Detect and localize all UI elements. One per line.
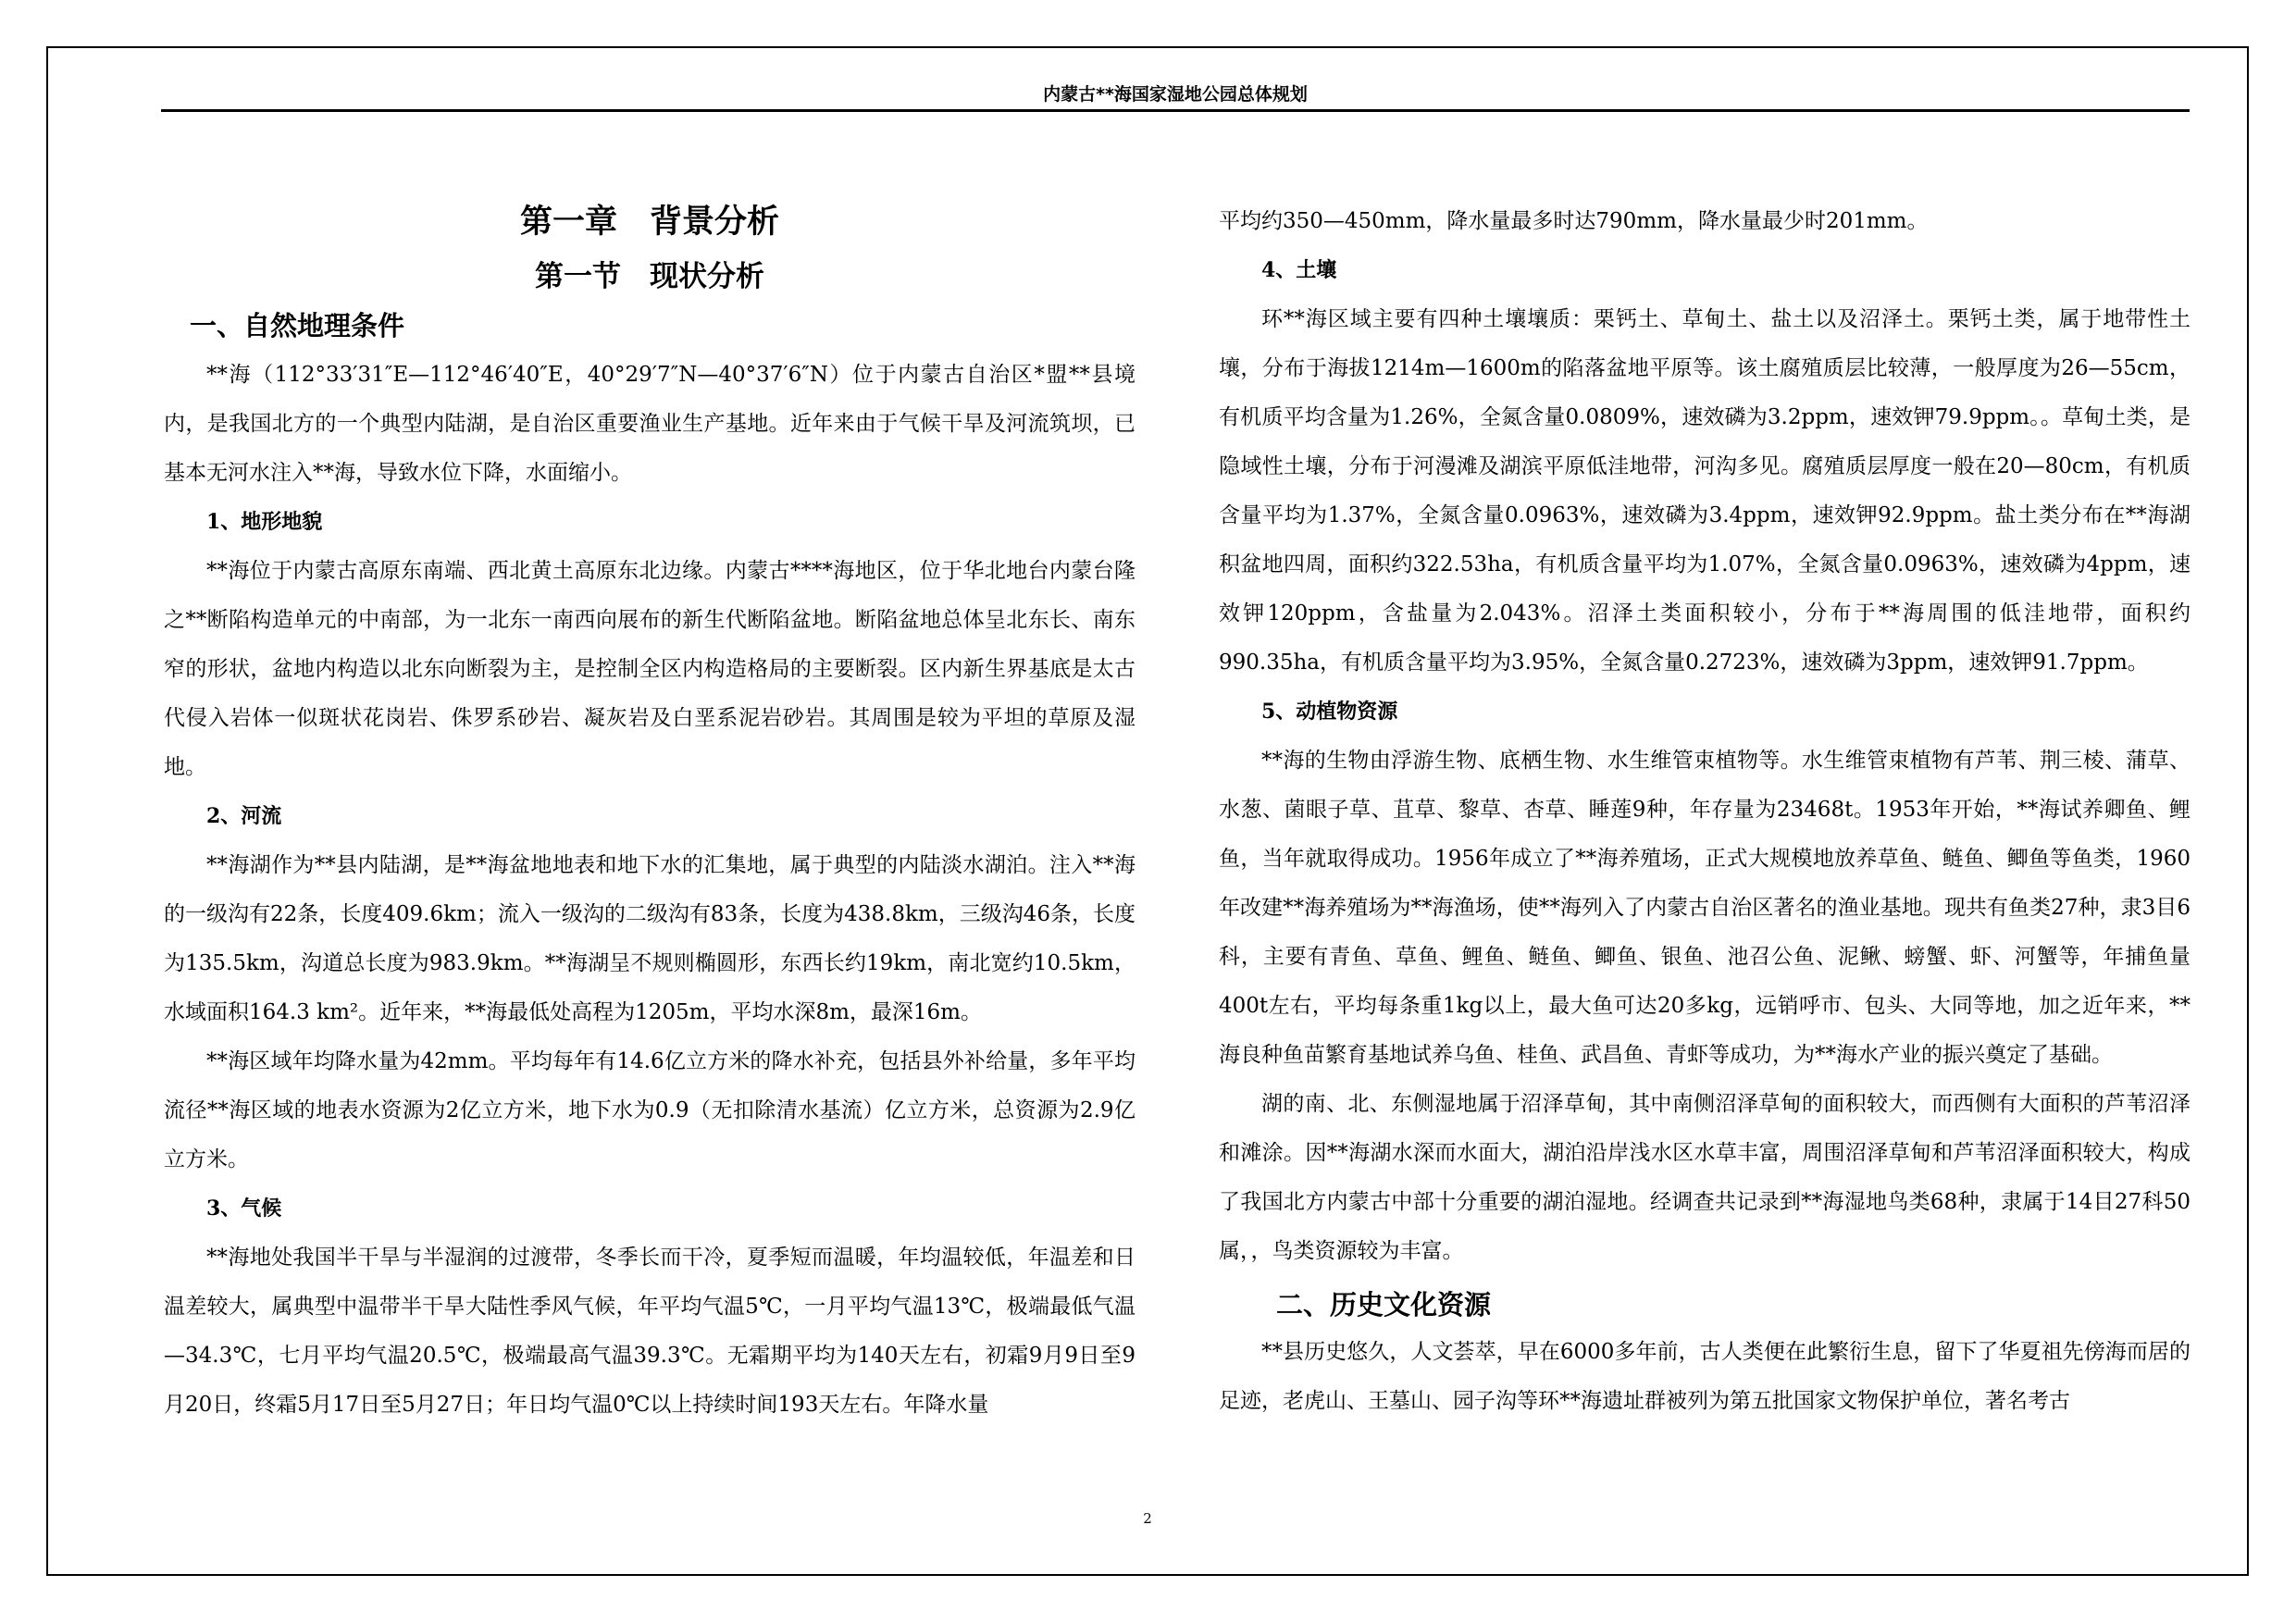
chapter-title: 第一章 背景分析 [519,203,779,241]
page-number: 2 [1143,1510,1152,1527]
running-header: 内蒙古**海国家湿地公园总体规划 [1043,84,1308,105]
flora-fauna-paragraph-2: 湖的南、北、东侧湿地属于沼泽草甸，其中南侧沼泽草甸的面积较大，而西侧有大面积的芦苇沼泽和滩涂。因**海湖水深而水面大，湖泊沿岸浅水区水草丰富，周围沼泽草甸和芦苇沼泽面积较大，构成了我国北方内蒙古中部十分重要的湖泊湿地。经调查共记录到**海湿地鸟类68种，隶属于14目27科50属，，鸟类资源较为丰富。 [1219,1092,2191,1263]
subheading-landform: 1、地形地貌 [206,510,323,534]
left-column [164,190,1136,1430]
subheading-rivers: 2、河流 [206,804,282,828]
subheading-soil: 4、土壤 [1261,258,1337,282]
rivers-paragraph-2: **海区域年均降水量为42mm。平均每年有14.6亿立方米的降水补充，包括县外补给量，多年平均流径**海区域的地表水资源为2亿立方米，地下水为0.9（无扣除清水基流）亿立方米，总资源为2.9亿立方米。 [164,1049,1136,1172]
climate-continuation: 平均约350—450mm，降水量最多时达790mm，降水量最少时201mm。 [1219,209,1929,233]
rivers-paragraph-1: **海湖作为**县内陆湖，是**海盆地地表和地下水的汇集地，属于典型的内陆淡水湖泊。注入**海的一级沟有22条，长度409.6km；流入一级沟的二级沟有83条，长度为438.8km，三级沟46条，长度为135.5km，沟道总长度为983.9km。**海湖呈不规则椭圆形，东西长约19km，南北宽约10.5km，水域面积164.3 km²。近年来，**海最低处高程为1205m，平均水深8m，最深16m。 [164,853,1136,1024]
header-rule [161,109,2190,112]
landform-paragraph: **海位于内蒙古高原东南端、西北黄土高原东北边缘。内蒙古****海地区，位于华北地台内蒙台隆之**断陷构造单元的中南部，为一北东一南西向展布的新生代断陷盆地。断陷盆地总体呈北东长、南东窄的形状，盆地内构造以北东向断裂为主，是控制全区内构造格局的主要断裂。区内新生界基底是太古代侵入岩体一似斑状花岗岩、侏罗系砂岩、凝灰岩及白垩系泥岩砂岩。其周围是较为平坦的草原及湿地。 [164,559,1136,779]
right-column [1219,197,2191,1426]
section-title: 第一节 现状分析 [535,260,764,293]
subheading-flora-fauna: 5、动植物资源 [1261,700,1398,724]
climate-paragraph: **海地处我国半干旱与半湿润的过渡带，冬季长而干冷，夏季短而温暖，年均温较低，年温差和日温差较大，属典型中温带半干旱大陆性季风气候，年平均气温5℃，一月平均气温13℃，极端最低气温—34.3℃，七月平均气温20.5℃，极端最高气温39.3℃。无霜期平均为140天左右，初霜9月9日至9月20日，终霜5月17日至5月27日；年日均气温0℃以上持续时间193天左右。年降水量 [164,1246,1136,1417]
soil-paragraph: 环**海区域主要有四种土壤壤质：栗钙土、草甸土、盐土以及沼泽土。栗钙土类，属于地带性土壤，分布于海拔1214m—1600m的陷落盆地平原等。该土腐殖质层比较薄，一般厚度为26—55cm，有机质平均含量为1.26%，全氮含量0.0809%，速效磷为3.2ppm，速效钾79.9ppm。。草甸土类，是隐域性土壤，分布于河漫滩及湖滨平原低洼地带，河沟多见。腐殖质层厚度一般在20—80cm，有机质含量平均为1.37%，全氮含量0.0963%，速效磷为3.4ppm，速效钾92.9ppm。盐土类分布在**海湖积盆地四周，面积约322.53ha，有机质含量平均为1.07%，全氮含量0.0963%，速效磷为4ppm，速效钾120ppm，含盐量为2.043%。沼泽土类面积较小，分布于**海周围的低洼地带，面积约990.35ha，有机质含量平均为3.95%，全氮含量0.2723%，速效磷为3ppm，速效钾91.7ppm。 [1219,307,2191,675]
flora-fauna-paragraph-1: **海的生物由浮游生物、底栖生物、水生维管束植物等。水生维管束植物有芦苇、荆三棱、蒲草、水葱、菌眼子草、苴草、黎草、杏草、睡莲9种，年存量为23468t。1953年开始，**海试养卿鱼、鲤鱼，当年就取得成功。1956年成立了**海养殖场，正式大规模地放养草鱼、鲢鱼、鲫鱼等鱼类，1960年改建**海养殖场为**海渔场，使**海列入了内蒙古自治区著名的渔业基地。现共有鱼类27种，隶3目6科，主要有青鱼、草鱼、鲤鱼、鲢鱼、鲫鱼、银鱼、池召公鱼、泥鳅、螃蟹、虾、河蟹等，年捕鱼量400t左右，平均每条重1kg以上，最大鱼可达20多kg，远销呼市、包头、大同等地，加之近年来，**海良种鱼苗繁育基地试养乌鱼、桂鱼、武昌鱼、青虾等成功，为**海水产业的振兴奠定了基础。 [1219,749,2191,1067]
intro-paragraph: **海（112°33′31″E—112°46′40″E，40°29′7″N—40°37′6″N）位于内蒙古自治区*盟**县境内，是我国北方的一个典型内陆湖，是自治区重要渔业生产基地。近年来由于气候干旱及河流筑坝，已基本无河水注入**海，导致水位下降，水面缩小。 [164,363,1136,485]
history-paragraph: **县历史悠久，人文荟萃，早在6000多年前，古人类便在此繁衍生息，留下了华夏祖先傍海而居的足迹，老虎山、王墓山、园子沟等环**海遗址群被列为第五批国家文物保护单位，著名考古 [1219,1340,2191,1413]
heading-history-culture: 二、历史文化资源 [1276,1289,1492,1320]
heading-natural-geography: 一、自然地理条件 [190,310,405,341]
subheading-climate: 3、气候 [206,1196,282,1221]
